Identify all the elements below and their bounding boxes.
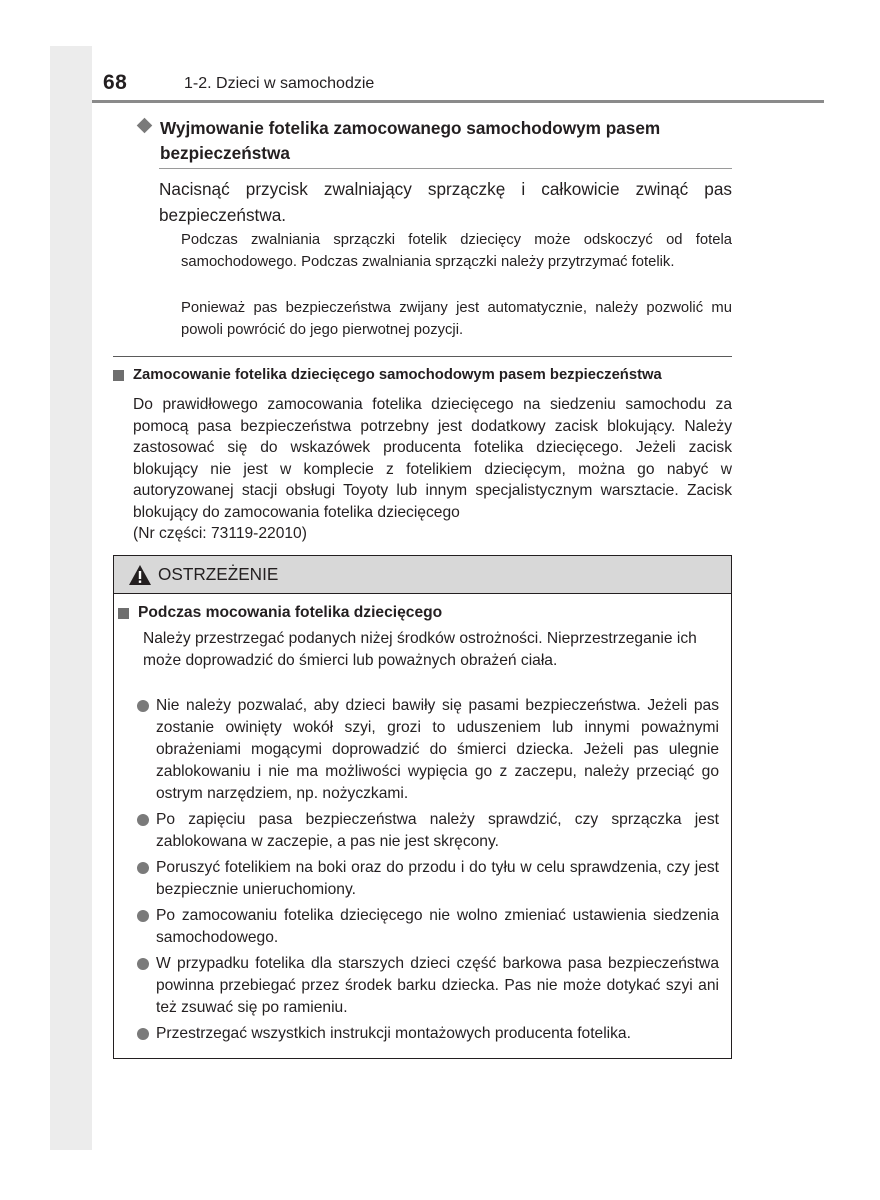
warning-title: OSTRZEŻENIE — [158, 564, 279, 584]
list-item-text: W przypadku fotelika dla starszych dzieci część barkowa pasa bezpieczeństwa powinna przebiegać przez środek barku dziecka. Pas nie może dotykać szyi ani też zsuwać się po ramieniu. — [156, 955, 719, 1016]
subsection-instruction: Nacisnąć przycisk zwalniający sprzączkę i całkowicie zwinąć pas bezpieczeństwa. — [159, 179, 732, 225]
list-item-text: Poruszyć fotelikiem na boki oraz do przodu i do tyłu w celu sprawdzenia, czy jest bezpiecznie unieruchomiony. — [156, 859, 719, 898]
warning-subtitle: Podczas mocowania fotelika dziecięcego — [138, 604, 443, 621]
warning-bullet-list — [137, 695, 719, 1049]
list-item-text: Po zapięciu pasa bezpieczeństwa należy sprawdzić, czy sprzączka jest zablokowana w zaczepie, a pas nie jest skręcony. — [156, 811, 719, 850]
subsection-heading — [135, 116, 735, 166]
circle-bullet-icon — [137, 910, 149, 922]
section-divider — [113, 356, 732, 357]
warning-subheading — [118, 604, 442, 622]
circle-bullet-icon — [137, 958, 149, 970]
circle-bullet-icon — [137, 862, 149, 874]
section-part-number: (Nr części: 73119-22010) — [133, 525, 307, 542]
list-item-text: Po zamocowaniu fotelika dziecięcego nie wolno zmieniać ustawienia siedzenia samochodowego. — [156, 907, 719, 946]
page-number: 68 — [103, 71, 128, 94]
section-heading — [113, 367, 738, 383]
warning-intro: Należy przestrzegać podanych niżej środków ostrożności. Nieprzestrzeganie ich może doprowadzić do śmierci lub poważnych obrażeń ciała. — [143, 630, 697, 669]
list-item — [137, 905, 719, 949]
section-title: Zamocowanie fotelika dziecięcego samochodowym pasem bezpieczeństwa — [133, 367, 662, 383]
diamond-icon — [135, 120, 155, 170]
subsection-title: Wyjmowanie fotelika zamocowanego samochodowym pasem bezpieczeństwa — [160, 118, 661, 163]
list-item — [137, 695, 719, 805]
list-item — [137, 1023, 719, 1045]
section-body — [133, 394, 732, 545]
circle-bullet-icon — [137, 1028, 149, 1040]
chapter-title: 1-2. Dzieci w samochodzie — [184, 75, 375, 92]
circle-bullet-icon — [137, 814, 149, 826]
warning-box — [113, 555, 732, 1059]
warning-header — [114, 556, 731, 594]
list-item — [137, 857, 719, 901]
square-bullet-icon — [118, 608, 129, 619]
section-body-text: Do prawidłowego zamocowania fotelika dziecięcego na siedzeniu samochodu za pomocą pasa bezpieczeństwa potrzebny jest dodatkowy zacisk blokujący. Należy zastosować się do wskazówek producenta fotelika dziecięcego. Jeżeli zacisk blokujący nie jest w komplecie z fotelikiem dziecięcym, można go nabyć w autoryzowanej stacji obsługi Toyoty lub innym specjalistycznym warsztacie. Zacisk blokujący do zamocowania fotelika dziecięcego — [133, 396, 732, 521]
warning-triangle-icon — [128, 564, 152, 586]
list-item-text: Nie należy pozwalać, aby dzieci bawiły się pasami bezpieczeństwa. Jeżeli pas zostanie owinięty wokół szyi, grozi to uduszeniem lub innymi poważnymi obrażeniami mogącymi doprowadzić do śmierci dziecka. Jeżeli pas ulegnie zablokowaniu i nie ma możliwości wypięcia go z zaczepu, należy przeciąć go ostrym narzędziem, np. nożyczkami. — [156, 697, 719, 802]
subsection-note: Podczas zwalniania sprzączki fotelik dziecięcy może odskoczyć od fotela samochodowego. Podczas zwalniania sprzączki należy przytrzymać fotelik. — [181, 232, 732, 270]
list-item — [137, 953, 719, 1019]
side-strip — [50, 46, 92, 1150]
square-bullet-icon — [113, 370, 124, 381]
header-divider — [92, 100, 824, 103]
circle-bullet-icon — [137, 700, 149, 712]
list-item — [137, 809, 719, 853]
subsection-note: Ponieważ pas bezpieczeństwa zwijany jest automatycznie, należy pozwolić mu powoli powrócić do jego pierwotnej pozycji. — [181, 300, 732, 338]
subsection-divider — [159, 168, 732, 169]
list-item-text: Przestrzegać wszystkich instrukcji montażowych producenta fotelika. — [156, 1025, 631, 1042]
